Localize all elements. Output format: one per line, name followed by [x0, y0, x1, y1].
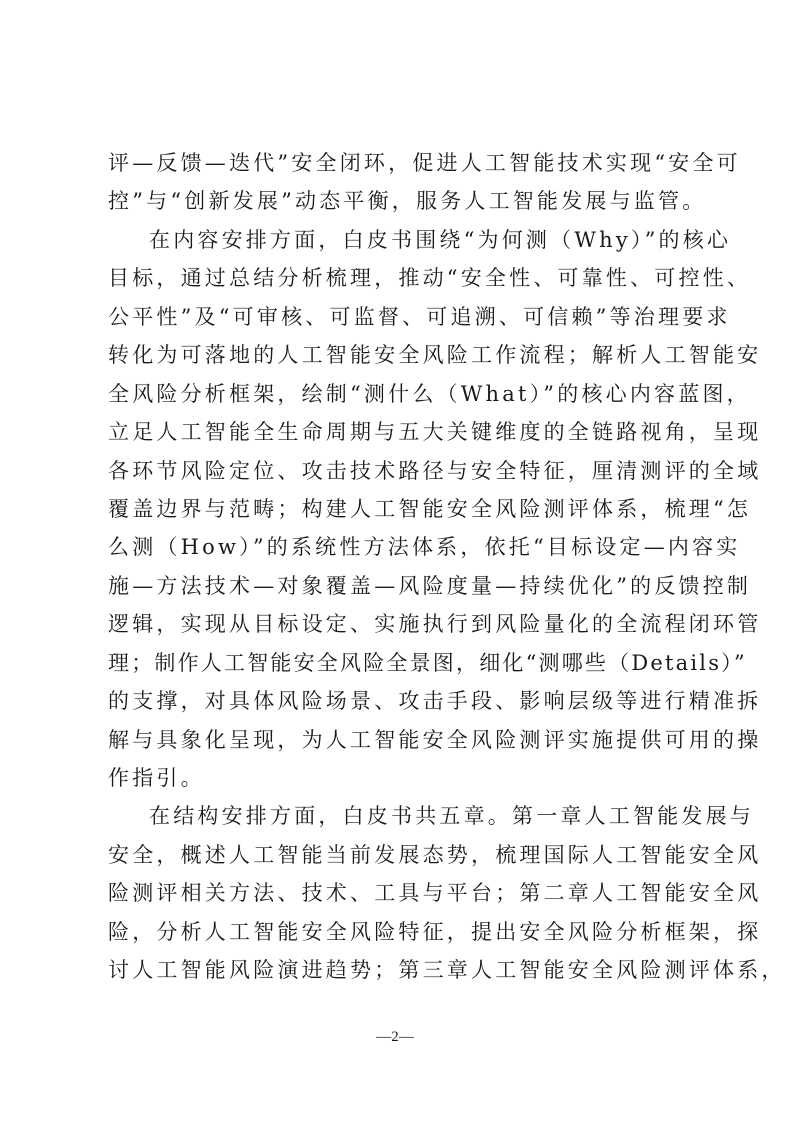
text-line: 作指引。	[108, 766, 205, 790]
text-line: 理；制作人工智能安全风险全景图，细化“测哪些（Details）”	[108, 650, 747, 675]
text-line: 评—反馈—迭代”安全闭环，促进人工智能技术实现“安全可	[108, 151, 741, 175]
text-line: 险，分析人工智能安全风险特征，提出安全风险分析框架，探	[108, 919, 762, 944]
body-text	[108, 144, 786, 990]
paragraph-start-line: 在结构安排方面，白皮书共五章。第一章人工智能发展与	[149, 804, 754, 829]
text-line: 施—方法技术—对象覆盖—风险度量—持续优化”的反馈控制	[108, 573, 752, 598]
text-line: 险测评相关方法、技术、工具与平台；第二章人工智能安全风	[108, 881, 762, 906]
text-line: 控”与“创新发展”动态平衡，服务人工智能发展与监管。	[108, 189, 707, 214]
text-line: 解与具象化呈现，为人工智能安全风险测评实施提供可用的操	[108, 727, 762, 752]
page-number: —2—	[376, 1029, 414, 1045]
text-line: 立足人工智能全生命周期与五大关键维度的全链路视角，呈现	[108, 420, 762, 445]
text-line: 讨人工智能风险演进趋势；第三章人工智能安全风险测评体系，	[108, 958, 786, 983]
text-line: 的支撑，对具体风险场景、攻击手段、影响层级等进行精准拆	[108, 689, 762, 714]
text-line: 全风险分析框架，绘制“测什么（What）”的核心内容蓝图，	[108, 381, 751, 406]
text-line: 么测（How）”的系统性方法体系，依托“目标设定—内容实	[108, 535, 741, 560]
paragraph-start-line: 在内容安排方面，白皮书围绕“为何测（Why）”的核心	[149, 227, 732, 252]
text-line: 逻辑，实现从目标设定、实施执行到风险量化的全流程闭环管	[108, 612, 762, 637]
text-line: 目标，通过总结分析梳理，推动“安全性、可靠性、可控性、	[108, 266, 752, 291]
text-line: 公平性”及“可审核、可监督、可追溯、可信赖”等治理要求	[108, 304, 731, 329]
text-line: 各环节风险定位、攻击技术路径与安全特征，厘清测评的全域	[108, 458, 762, 483]
text-line: 转化为可落地的人工智能安全风险工作流程；解析人工智能安	[108, 343, 762, 368]
text-line: 覆盖边界与范畴；构建人工智能安全风险测评体系，梳理“怎	[108, 496, 752, 521]
text-line: 安全，概述人工智能当前发展态势，梳理国际人工智能安全风	[108, 842, 762, 867]
